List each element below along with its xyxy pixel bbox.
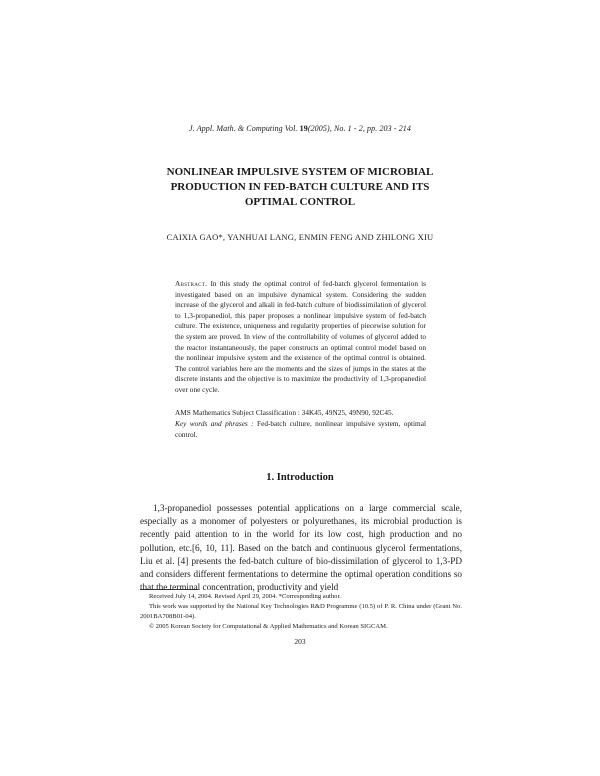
keywords-text: Fed-batch culture, nonlinear impulsive system, optimal control. [175,419,427,439]
keywords [175,419,426,440]
journal-name: J. Appl. Math. & Computing Vol. [188,124,298,133]
section-number: 1. [266,472,275,483]
abstract-text: In this study the optimal control of fed-batch glycerol fermentation is investigated based on an impulsive dynamical system. Considering the sudden increase of the glycerol and alkali in fed-batch culture of biodissimilation of glycerol to 1,3-propanediol, this paper proposes a nonlinear impulsive system of fed-batch culture. The existence, uniqueness and regularity properties of piecewise solution for the system are proved. In view of the controllability of volumes of glycerol added to the reactor instantaneously, the paper constructs an optimal control model based on the nonlinear impulsive system and the existence of the optimal control is obtained. The control variables here are the moments and the sizes of jumps in the states at the discrete instants and the objective is to maximize the productivity of 1,3-propanediol over one cycle. [175,279,426,394]
section-heading [0,472,600,483]
abstract-label: Abstract. [175,279,208,288]
ams-classification: AMS Mathematics Subject Classification : 34K45, 49N25, 49N90, 92C45. [175,408,394,417]
keywords-label: Key words and phrases : [175,419,254,428]
journal-volume: 19 [299,124,308,133]
title-line-3: OPTIMAL CONTROL [244,196,356,208]
author-list: CAIXIA GAO*, YANHUAI LANG, ENMIN FENG AND ZHILONG XIU [166,232,434,242]
journal-header [0,124,600,133]
title-line-1: NONLINEAR IMPULSIVE SYSTEM OF MICROBIAL [166,166,434,178]
page-number: 203 [294,637,306,646]
abstract [175,279,426,396]
footnote-support: This work was supported by the National Key Technologies R&D Programme (10.5) of P. R. China under (Grant No. 2001BA708B01-04). [140,603,462,620]
paper-title [100,165,500,210]
footnote-received: Received July 14, 2004. Revised April 29, 2004. *Corresponding author. [149,593,341,600]
section-title: Introduction [276,472,334,483]
intro-paragraph: 1,3-propanediol possesses potential applications on a large commercial scale, especially as a monomer of polyesters or polyurethanes, its microbial production is recently paid attention to in the world for its low cost, high production and no pollution, etc.[6, 10, 11]. Based on the batch and continuous glycerol fermentations, Liu et al. [4] presents the fed-batch culture of bio-dissimilation of glycerol to 1,3-PD and considers different fermentations to determine the optimal operation conditions so that the terminal concentration, productivity and yield [140,503,462,593]
journal-issue-pages: (2005), No. 1 - 2, pp. 203 - 214 [307,124,412,133]
title-line-2: PRODUCTION IN FED-BATCH CULTURE AND ITS [170,181,430,193]
footnote-copyright: © 2005 Korean Society for Computational & Applied Mathematics and Korean SIGCAM. [149,623,388,630]
footnote-divider [140,589,198,590]
